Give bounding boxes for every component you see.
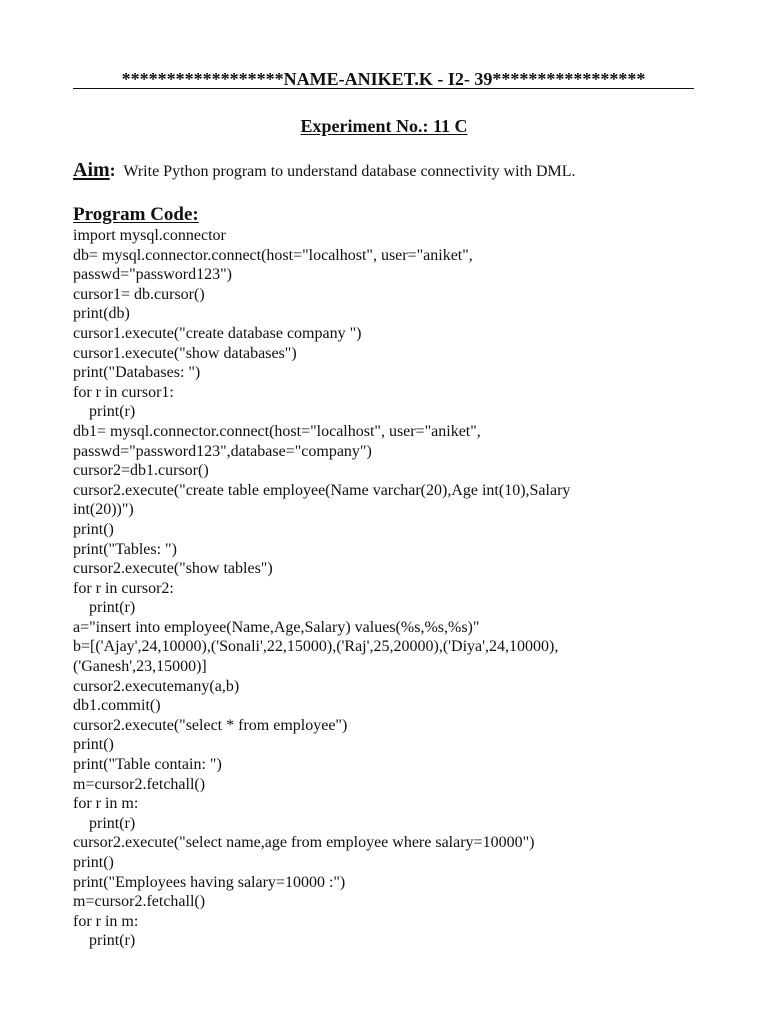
code-line: print(r)	[73, 403, 136, 421]
code-line: cursor2.execute("select name,age from employee where salary=10000")	[73, 834, 535, 852]
code-line: db= mysql.connector.connect(host="localhost", user="aniket",	[73, 246, 473, 264]
experiment-title	[0, 115, 768, 137]
header-divider	[73, 88, 694, 89]
aim-text: Write Python program to understand database connectivity with DML.	[123, 163, 576, 180]
code-line: import mysql.connector	[73, 227, 226, 244]
code-line: cursor1.execute("create database company ")	[73, 324, 362, 342]
code-line: print(r)	[73, 814, 136, 832]
aim-colon: :	[109, 160, 116, 180]
code-line: print("Databases: ")	[73, 364, 201, 382]
code-line: db1= mysql.connector.connect(host="localhost", user="aniket",	[73, 422, 481, 440]
code-line: cursor1= db.cursor()	[73, 285, 205, 303]
code-line: int(20))")	[73, 501, 134, 519]
program-code-block	[73, 226, 713, 951]
code-line: for r in cursor2:	[73, 579, 174, 597]
aim-label: Aim	[73, 159, 110, 181]
code-line: print(r)	[73, 932, 136, 950]
code-line: cursor2.executemany(a,b)	[73, 677, 240, 695]
aim-section	[73, 158, 576, 184]
code-line: print(db)	[73, 305, 130, 323]
code-line: for r in m:	[73, 912, 139, 930]
code-line: cursor2=db1.cursor()	[73, 462, 209, 480]
code-line: cursor2.execute("select * from employee")	[73, 716, 348, 734]
code-line: a="insert into employee(Name,Age,Salary) values(%s,%s,%s)"	[73, 618, 480, 636]
program-code-heading: Program Code:	[73, 204, 199, 225]
code-line: m=cursor2.fetchall()	[73, 775, 206, 793]
code-line: passwd="password123",database="company")	[73, 442, 372, 460]
code-line: print(r)	[73, 599, 136, 617]
code-line: print("Tables: ")	[73, 540, 177, 558]
code-line: cursor2.execute("create table employee(Name varchar(20),Age int(10),Salary	[73, 481, 571, 499]
code-line: for r in cursor1:	[73, 383, 174, 401]
experiment-title-text: Experiment No.: 11 C	[300, 116, 468, 136]
header-title: ******************NAME-ANIKET.K - I2- 39*****************	[121, 69, 646, 89]
code-line: db1.commit()	[73, 697, 161, 715]
code-line: cursor1.execute("show databases")	[73, 344, 297, 362]
code-line: print("Employees having salary=10000 :")	[73, 873, 346, 891]
code-line: b=[('Ajay',24,10000),('Sonali',22,15000),('Raj',25,20000),('Diya',24,10000),	[73, 638, 559, 656]
code-line: print()	[73, 854, 114, 871]
code-line: m=cursor2.fetchall()	[73, 893, 206, 911]
code-line: passwd="password123")	[73, 266, 232, 284]
code-line: for r in m:	[73, 795, 139, 813]
code-line: ('Ganesh',23,15000)]	[73, 658, 207, 676]
code-line: print("Table contain: ")	[73, 756, 222, 774]
code-line: print()	[73, 520, 114, 538]
code-line: print()	[73, 736, 114, 754]
code-line: cursor2.execute("show tables")	[73, 560, 273, 578]
